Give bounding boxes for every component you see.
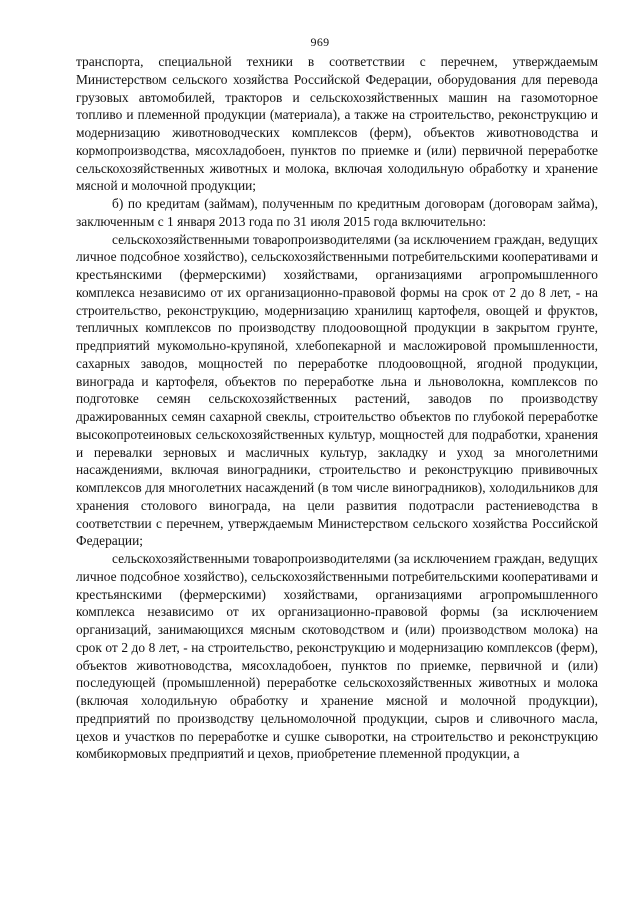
paragraph-livestock: сельскохозяйственными товаропроизводителями (за исключением граждан, ведущих личное подсобное хозяйство), сельскохозяйственными потребительскими кооперативами и крестьянскими (фермерскими) хозяйствами, организациями агропромышленного комплекса независимо от их организационно-правовой формы (за исключением организаций, занимающихся мясным скотоводством и (или) производством молока) на срок от 2 до 8 лет, - на строительство, реконструкцию и модернизацию комплексов (ферм), объектов животноводства, мясохладобоен, пунктов по приемке, первичной и (или) последующей (промышленной) переработке сельскохозяйственных животных и молока (включая холодильную обработку и хранение мясной и молочной продукции), предприятий по производству цельномолочной продукции, сыров и сливочного масла, цехов и участков по переработке и сушке сыворотки, на строительство и реконструкцию комбикормовых предприятий и цехов, приобретение племенной продукции, а	[76, 551, 598, 762]
paragraph-continuation: транспорта, специальной техники в соответствии с перечнем, утверждаемым Министерством сельского хозяйства Российской Федерации, оборудования для перевода грузовых автомобилей, тракторов и сельскохозяйственных машин на газомоторное топливо и племенной продукции (материала), а также на строительство, реконструкцию и модернизацию животноводческих комплексов (ферм), объектов животноводства и кормопроизводства, мясохладобоен, пунктов по приемке и (или) первичной переработке сельскохозяйственных животных и молока, включая холодильную обработку и хранение мясной и молочной продукции;	[76, 54, 598, 194]
paragraph-crop-production: сельскохозяйственными товаропроизводителями (за исключением граждан, ведущих личное подсобное хозяйство), сельскохозяйственными потребительскими кооперативами и крестьянскими (фермерскими) хозяйствами, организациями агропромышленного комплекса независимо от их организационно-правовой формы на срок от 2 до 8 лет, - на строительство, реконструкцию, модернизацию хранилищ картофеля, овощей и фруктов, тепличных комплексов по производству плодоовощной продукции в закрытом грунте, предприятий мукомольно-крупяной, хлебопекарной и масложировой промышленности, сахарных заводов, мощностей по переработке плодоовощной, ягодной продукции, винограда и картофеля, объектов по переработке льна и льноволокна, комплексов по подготовке семян сельскохозяйственных растений, заводов по производству дражированных семян сахарной свеклы, строительство объектов по глубокой переработке высокопротеиновых сельскохозяйственных культур, мощностей для подработки, хранения и перевалки зерновых и масличных культур, закладку и уход за многолетними насаждениями, включая виноградники, строительство и реконструкцию прививочных комплексов для многолетних насаждений (в том числе виноградников), холодильников для хранения столового винограда, на цели развития подотрасли растениеводства в соответствии с перечнем, утверждаемым Министерством сельского хозяйства Российской Федерации;	[76, 231, 598, 549]
page-number: 969	[310, 35, 330, 49]
document-body	[76, 53, 598, 763]
paragraph-item-b: б) по кредитам (займам), полученным по кредитным договорам (договорам займа), заключенным с 1 января 2013 года по 31 июля 2015 года включительно:	[76, 196, 598, 229]
